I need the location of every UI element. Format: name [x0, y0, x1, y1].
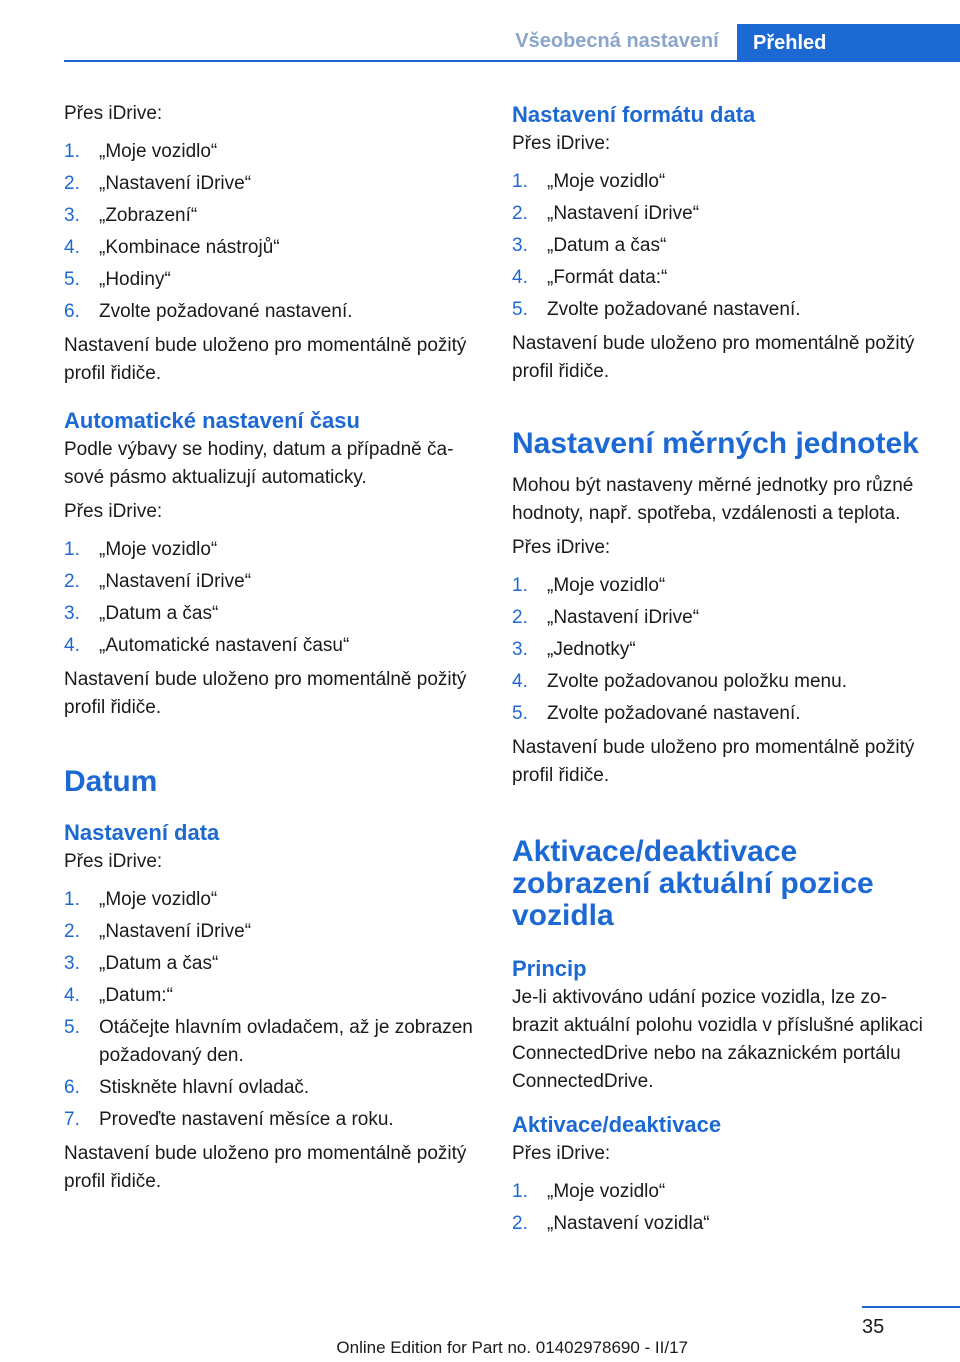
list-item-number: 2. — [512, 1213, 528, 1234]
list-item — [512, 700, 927, 728]
list-item — [64, 536, 474, 564]
list-item-text: Stiskněte hlavní ovladač. — [99, 1077, 310, 1098]
list-item-number: 3. — [64, 953, 80, 974]
section-title: Všeobecná nastavení — [515, 30, 719, 52]
list-item — [64, 950, 474, 978]
list-item — [512, 1210, 927, 1238]
list-item-text: „Datum a čas“ — [99, 603, 219, 624]
chapter-tab: Přehled — [737, 24, 960, 62]
list-item-text: „Nastavení vozidla“ — [547, 1213, 710, 1234]
list-item — [512, 168, 927, 196]
list-item-number: 7. — [64, 1109, 80, 1130]
list-item-text: „Nastavení iDrive“ — [99, 571, 252, 592]
list-item-text: „Formát data:“ — [547, 267, 668, 288]
steps-list — [512, 572, 927, 728]
page-header — [0, 0, 960, 62]
steps-list — [64, 138, 474, 326]
list-item-number: 5. — [64, 269, 80, 290]
list-item — [64, 266, 474, 294]
list-item-number: 4. — [512, 267, 528, 288]
list-item-text: „Kombinace nástrojů“ — [99, 237, 280, 258]
heading-activation: Aktivace/deaktivace — [512, 1112, 722, 1137]
list-item-number: 3. — [64, 205, 80, 226]
list-item — [512, 572, 927, 600]
list-item-number: 4. — [64, 635, 80, 656]
list-item-text: „Datum a čas“ — [547, 235, 667, 256]
list-item — [64, 170, 474, 198]
footer-rule — [862, 1306, 960, 1308]
heading-date-format: Nastavení formátu data — [512, 102, 756, 127]
principle-text: Je-li aktivováno udání pozice vozidla, lze zobrazit aktuální polohu vozidla v příslušné aplikaci ConnectedDrive nebo na zákaznickém portálu ConnectedDrive. — [512, 987, 923, 1092]
heading-datum: Datum — [64, 765, 158, 798]
list-item-number: 2. — [64, 921, 80, 942]
list-item-number: 4. — [512, 671, 528, 692]
list-item — [64, 138, 474, 166]
list-item-text: „Nastavení iDrive“ — [99, 173, 252, 194]
steps-list — [512, 168, 927, 324]
list-item-number: 1. — [512, 575, 528, 596]
list-item — [512, 232, 927, 260]
list-item-number: 3. — [512, 639, 528, 660]
list-item-text: „Moje vozidlo“ — [547, 171, 666, 192]
list-item — [512, 668, 927, 696]
intro-text: Přes iDrive: — [512, 1143, 611, 1164]
list-item-number: 3. — [64, 603, 80, 624]
edition-text: Online Edition for Part no. 01402978690 - II/17 — [336, 1338, 688, 1357]
list-item-text: „Hodiny“ — [99, 269, 171, 290]
intro-text: Přes iDrive: — [512, 537, 611, 558]
intro-text: Přes iDrive: — [64, 501, 163, 522]
list-item-number: 1. — [64, 539, 80, 560]
list-item-text: „Moje vozidlo“ — [99, 889, 218, 910]
list-item — [64, 886, 474, 914]
note-text: Nastavení bude uloženo pro momentálně požitý profil řidiče. — [512, 737, 915, 786]
list-item-number: 5. — [64, 1017, 80, 1038]
list-item-number: 1. — [64, 141, 80, 162]
list-item — [64, 1106, 474, 1134]
list-item — [512, 1178, 927, 1206]
intro-text: Přes iDrive: — [64, 103, 163, 124]
list-item — [512, 264, 927, 292]
list-item-number: 1. — [512, 1181, 528, 1202]
list-item — [64, 298, 474, 326]
list-item-text: „Automatické nastavení času“ — [99, 635, 350, 656]
list-item-text: „Moje vozidlo“ — [99, 539, 218, 560]
list-item-number: 1. — [64, 889, 80, 910]
page-number: 35 — [862, 1316, 885, 1338]
list-item-text: Proveďte nastavení měsíce a roku. — [99, 1109, 394, 1130]
steps-list — [64, 536, 474, 660]
list-item — [64, 202, 474, 230]
steps-list — [512, 1178, 927, 1238]
intro-text: Přes iDrive: — [64, 851, 163, 872]
heading-principle: Princip — [512, 956, 587, 981]
units-text: Mohou být nastaveny měrné jednotky pro různé hodnoty, např. spotřeba, vzdálenosti a teplota. — [512, 475, 914, 524]
list-item-text: Zvolte požadovanou položku menu. — [547, 671, 847, 692]
list-item-text: Zvolte požadované nastavení. — [547, 299, 801, 320]
list-item — [64, 982, 474, 1010]
list-item — [64, 1074, 474, 1102]
note-text: Nastavení bude uloženo pro momentálně požitý profil řidiče. — [64, 669, 467, 718]
list-item-number: 5. — [512, 299, 528, 320]
list-item-text: Otáčejte hlavním ovladačem, až je zobrazen požadovaný den. — [99, 1017, 473, 1066]
list-item — [64, 600, 474, 628]
list-item — [64, 568, 474, 596]
list-item-text: „Moje vozidlo“ — [547, 1181, 666, 1202]
list-item-number: 4. — [64, 237, 80, 258]
list-item-text: „Moje vozidlo“ — [99, 141, 218, 162]
heading-set-date: Nastavení data — [64, 820, 220, 845]
list-item — [64, 918, 474, 946]
list-item — [64, 1014, 474, 1070]
list-item-text: Zvolte požadované nastavení. — [547, 703, 801, 724]
list-item-text: „Nastavení iDrive“ — [547, 203, 700, 224]
note-text: Nastavení bude uloženo pro momentálně požitý profil řidiče. — [64, 335, 467, 384]
heading-units: Nastavení měrných jednotek — [512, 427, 919, 460]
list-item-number: 2. — [64, 571, 80, 592]
right-column — [512, 100, 927, 1244]
list-item-number: 5. — [512, 703, 528, 724]
list-item-text: „Moje vozidlo“ — [547, 575, 666, 596]
note-text: Nastavení bude uloženo pro momentálně požitý profil řidiče. — [64, 1143, 467, 1192]
list-item-number: 2. — [64, 173, 80, 194]
list-item-text: „Zobrazení“ — [99, 205, 198, 226]
intro-text: Přes iDrive: — [512, 133, 611, 154]
note-text: Nastavení bude uloženo pro momentálně požitý profil řidiče. — [512, 333, 915, 382]
header-rule — [64, 60, 960, 62]
list-item — [64, 234, 474, 262]
list-item-number: 6. — [64, 301, 80, 322]
list-item — [64, 632, 474, 660]
list-item-text: „Datum a čas“ — [99, 953, 219, 974]
list-item — [512, 636, 927, 664]
list-item-number: 1. — [512, 171, 528, 192]
list-item — [512, 296, 927, 324]
heading-position: Aktivace/deaktivace zobrazení aktuální pozice vozidla — [512, 835, 874, 932]
auto-time-text: Podle výbavy se hodiny, datum a případně časové pásmo aktualizují automaticky. — [64, 439, 454, 488]
list-item — [512, 200, 927, 228]
list-item-number: 3. — [512, 235, 528, 256]
list-item-text: „Datum:“ — [99, 985, 173, 1006]
list-item-text: Zvolte požadované nastavení. — [99, 301, 353, 322]
list-item-number: 2. — [512, 607, 528, 628]
list-item-text: „Nastavení iDrive“ — [99, 921, 252, 942]
list-item-number: 2. — [512, 203, 528, 224]
list-item — [512, 604, 927, 632]
list-item-text: „Jednotky“ — [547, 639, 636, 660]
list-item-number: 6. — [64, 1077, 80, 1098]
list-item-text: „Nastavení iDrive“ — [547, 607, 700, 628]
heading-auto-time: Automatické nastavení času — [64, 408, 360, 433]
left-column — [64, 100, 474, 1202]
list-item-number: 4. — [64, 985, 80, 1006]
steps-list — [64, 886, 474, 1134]
